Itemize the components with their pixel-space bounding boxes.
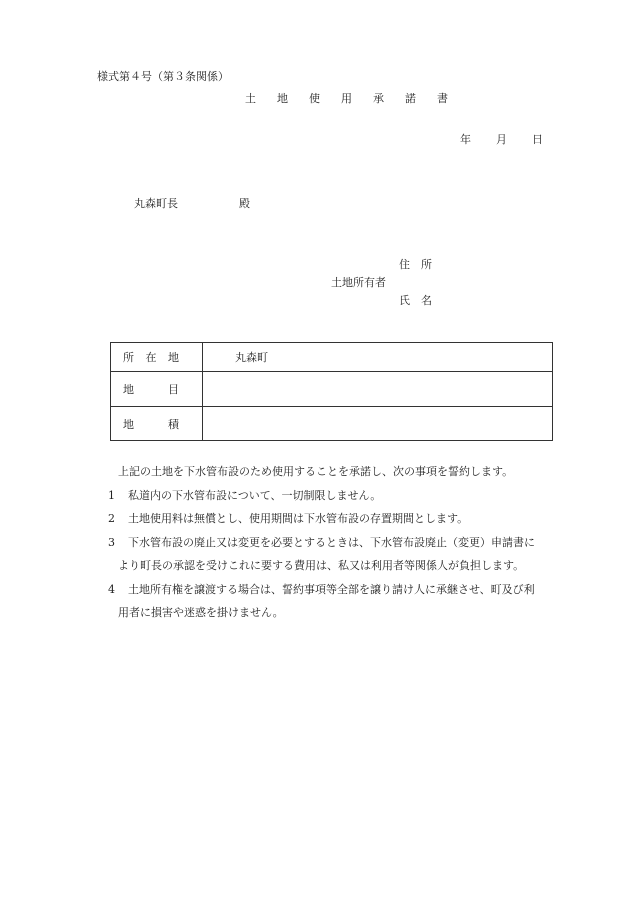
date-day-label: 日 (532, 133, 543, 146)
label-char: 地 (123, 417, 134, 431)
pledge-item (108, 531, 535, 555)
land-info-table (110, 342, 553, 441)
location-value: 丸森町 (203, 343, 553, 372)
pledge-item (108, 578, 535, 602)
land-category-label (111, 372, 203, 407)
title-char: 地 (277, 92, 288, 105)
owner-address-label: 住 所 (399, 258, 432, 271)
title-char: 諾 (405, 92, 416, 105)
item-number: 2 (108, 512, 115, 525)
label-char: 積 (168, 417, 179, 431)
title-char: 用 (341, 92, 352, 105)
item-number: 4 (108, 582, 115, 596)
form-number: 様式第４号（第３条関係） (97, 70, 229, 83)
date-month-label: 月 (496, 133, 507, 146)
item-text: 土地使用料は無償とし、使用期間は下水管布設の存置期間とします。 (128, 512, 469, 525)
addressee-honorific: 殿 (239, 197, 250, 210)
label-char: 在 (145, 351, 157, 364)
owner-name-label: 氏 名 (399, 294, 432, 307)
document-title (245, 90, 469, 106)
land-area-label (111, 407, 203, 441)
item-continuation: 用者に損害や迷惑を掛けません。 (118, 606, 284, 619)
addressee-name: 丸森町長 (134, 197, 178, 210)
owner-label: 土地所有者 (331, 276, 386, 289)
label-char: 地 (168, 351, 179, 364)
item-number: 1 (108, 488, 115, 502)
table-row (111, 407, 553, 441)
item-text: 土地所有権を譲渡する場合は、誓約事項等全部を譲り請け人に承継させ、町及び利 (128, 582, 535, 596)
item-text: 下水管布設の廃止又は変更を必要とするときは、下水管布設廃止（変更）申請書に (128, 535, 535, 549)
label-char: 地 (123, 383, 134, 396)
title-char: 書 (437, 92, 448, 105)
table-row (111, 343, 553, 372)
intro-paragraph: 上記の土地を下水管布設のため使用することを承諾し、次の事項を誓約します。 (118, 465, 514, 478)
item-text: 私道内の下水管布設について、一切制限しません。 (128, 488, 382, 502)
table-row (111, 372, 553, 407)
date-year-label: 年 (460, 133, 471, 146)
title-char: 承 (373, 92, 384, 105)
pledge-item (108, 484, 535, 508)
land-area-value (203, 407, 553, 441)
pledge-item (108, 507, 535, 531)
pledge-body (108, 460, 535, 625)
label-char: 所 (123, 351, 134, 364)
land-category-value (203, 372, 553, 407)
item-number: 3 (108, 535, 115, 549)
location-label (111, 343, 203, 372)
item-continuation: より町長の承認を受けこれに要する費用は、私又は利用者等関係人が負担します。 (118, 559, 525, 572)
title-char: 使 (309, 92, 320, 105)
label-char: 目 (168, 383, 179, 396)
title-char: 土 (245, 92, 256, 105)
